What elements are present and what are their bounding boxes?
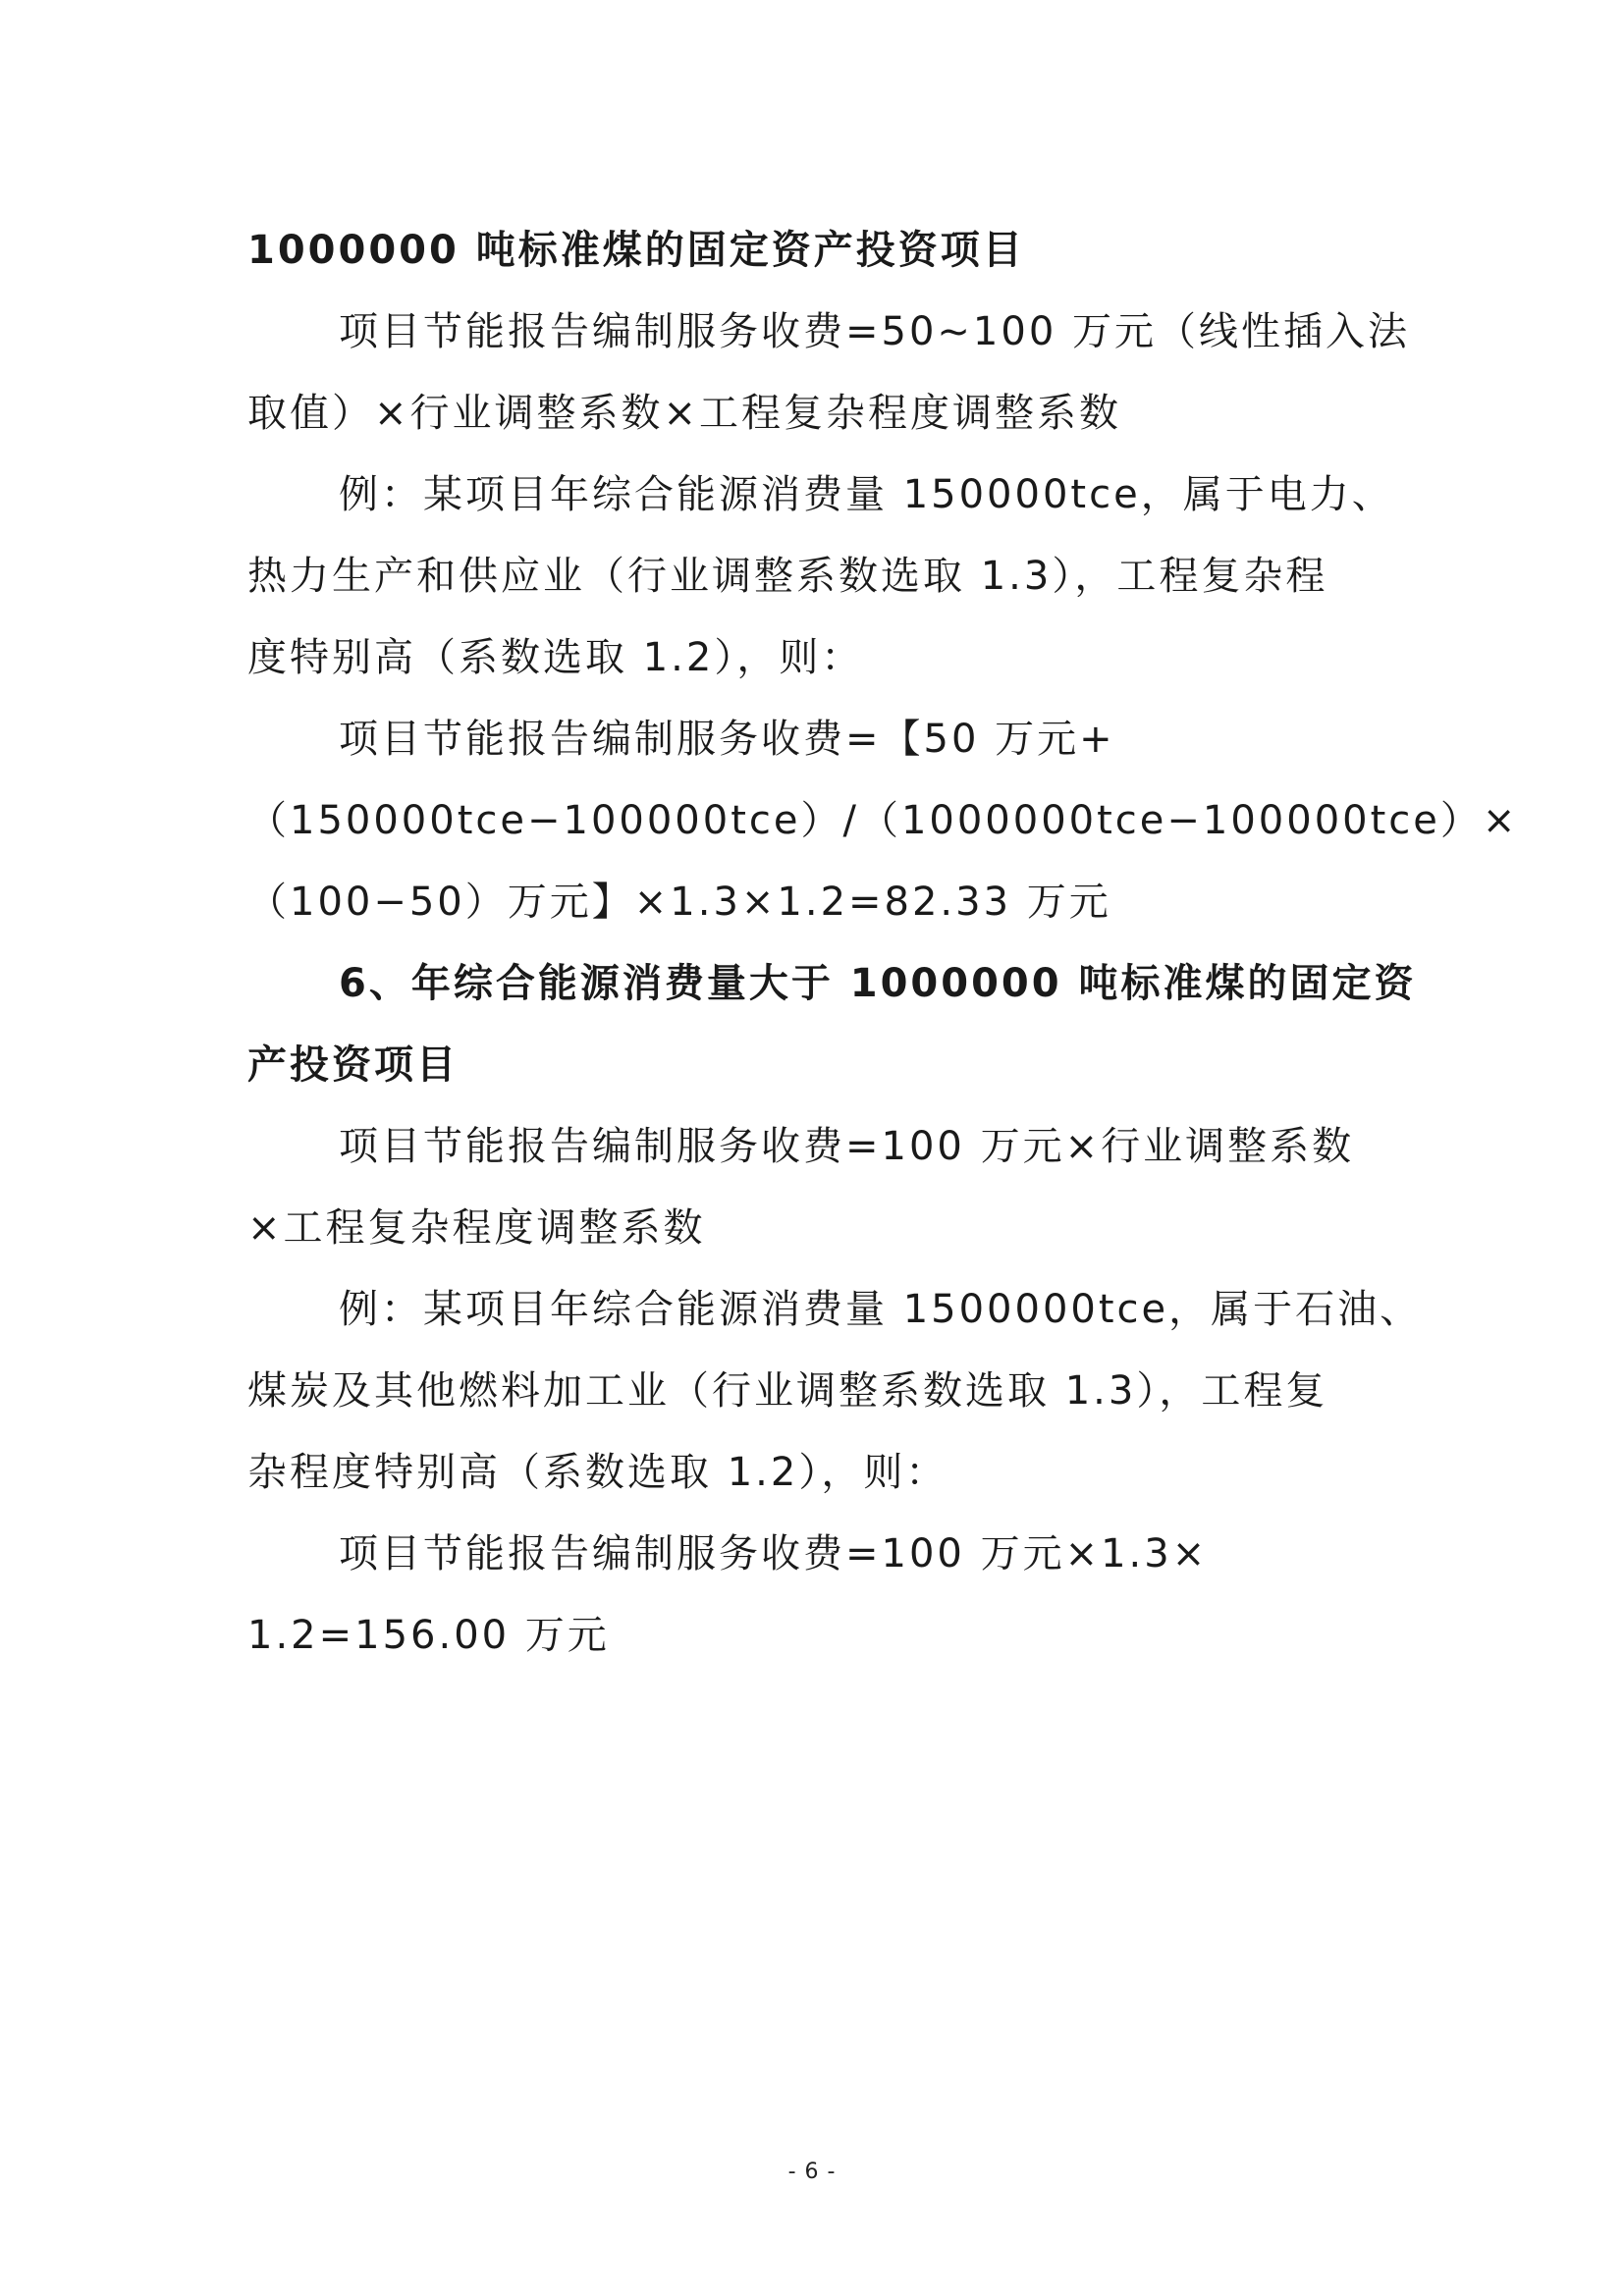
formula-line: 项目节能报告编制服务收费=50~100 万元（线性插入法: [339, 309, 1410, 354]
page-number: - 6 -: [787, 2160, 837, 2184]
calculation-line: 1.2=156.00 万元: [247, 1613, 610, 1658]
example-line: 度特别高（系数选取 1.2），则：: [247, 635, 864, 680]
calculation-line: （100−50）万元】×1.3×1.2=82.33 万元: [247, 880, 1111, 925]
calculation-line: 项目节能报告编制服务收费=100 万元×1.3×: [339, 1531, 1209, 1576]
calculation-line: （150000tce−100000tce）/（1000000tce−100000tce）×: [247, 798, 1519, 843]
example-line: 例：某项目年综合能源消费量 1500000tce，属于石油、: [339, 1287, 1423, 1332]
section-heading: 6、年综合能源消费量大于 1000000 吨标准煤的固定资: [339, 961, 1417, 1006]
section-heading: 产投资项目: [247, 1042, 459, 1088]
formula-line: ×工程复杂程度调整系数: [247, 1205, 706, 1251]
heading-continuation: 1000000 吨标准煤的固定资产投资项目: [247, 228, 1025, 273]
example-line: 煤炭及其他燃料加工业（行业调整系数选取 1.3），工程复: [247, 1368, 1328, 1414]
formula-line: 项目节能报告编制服务收费=100 万元×行业调整系数: [339, 1124, 1355, 1169]
example-line: 例：某项目年综合能源消费量 150000tce，属于电力、: [339, 472, 1394, 517]
example-line: 热力生产和供应业（行业调整系数选取 1.3），工程复杂程: [247, 554, 1328, 599]
calculation-line: 项目节能报告编制服务收费=【50 万元+: [339, 717, 1115, 762]
formula-line: 取值）×行业调整系数×工程复杂程度调整系数: [247, 391, 1122, 436]
example-line: 杂程度特别高（系数选取 1.2），则：: [247, 1450, 948, 1495]
